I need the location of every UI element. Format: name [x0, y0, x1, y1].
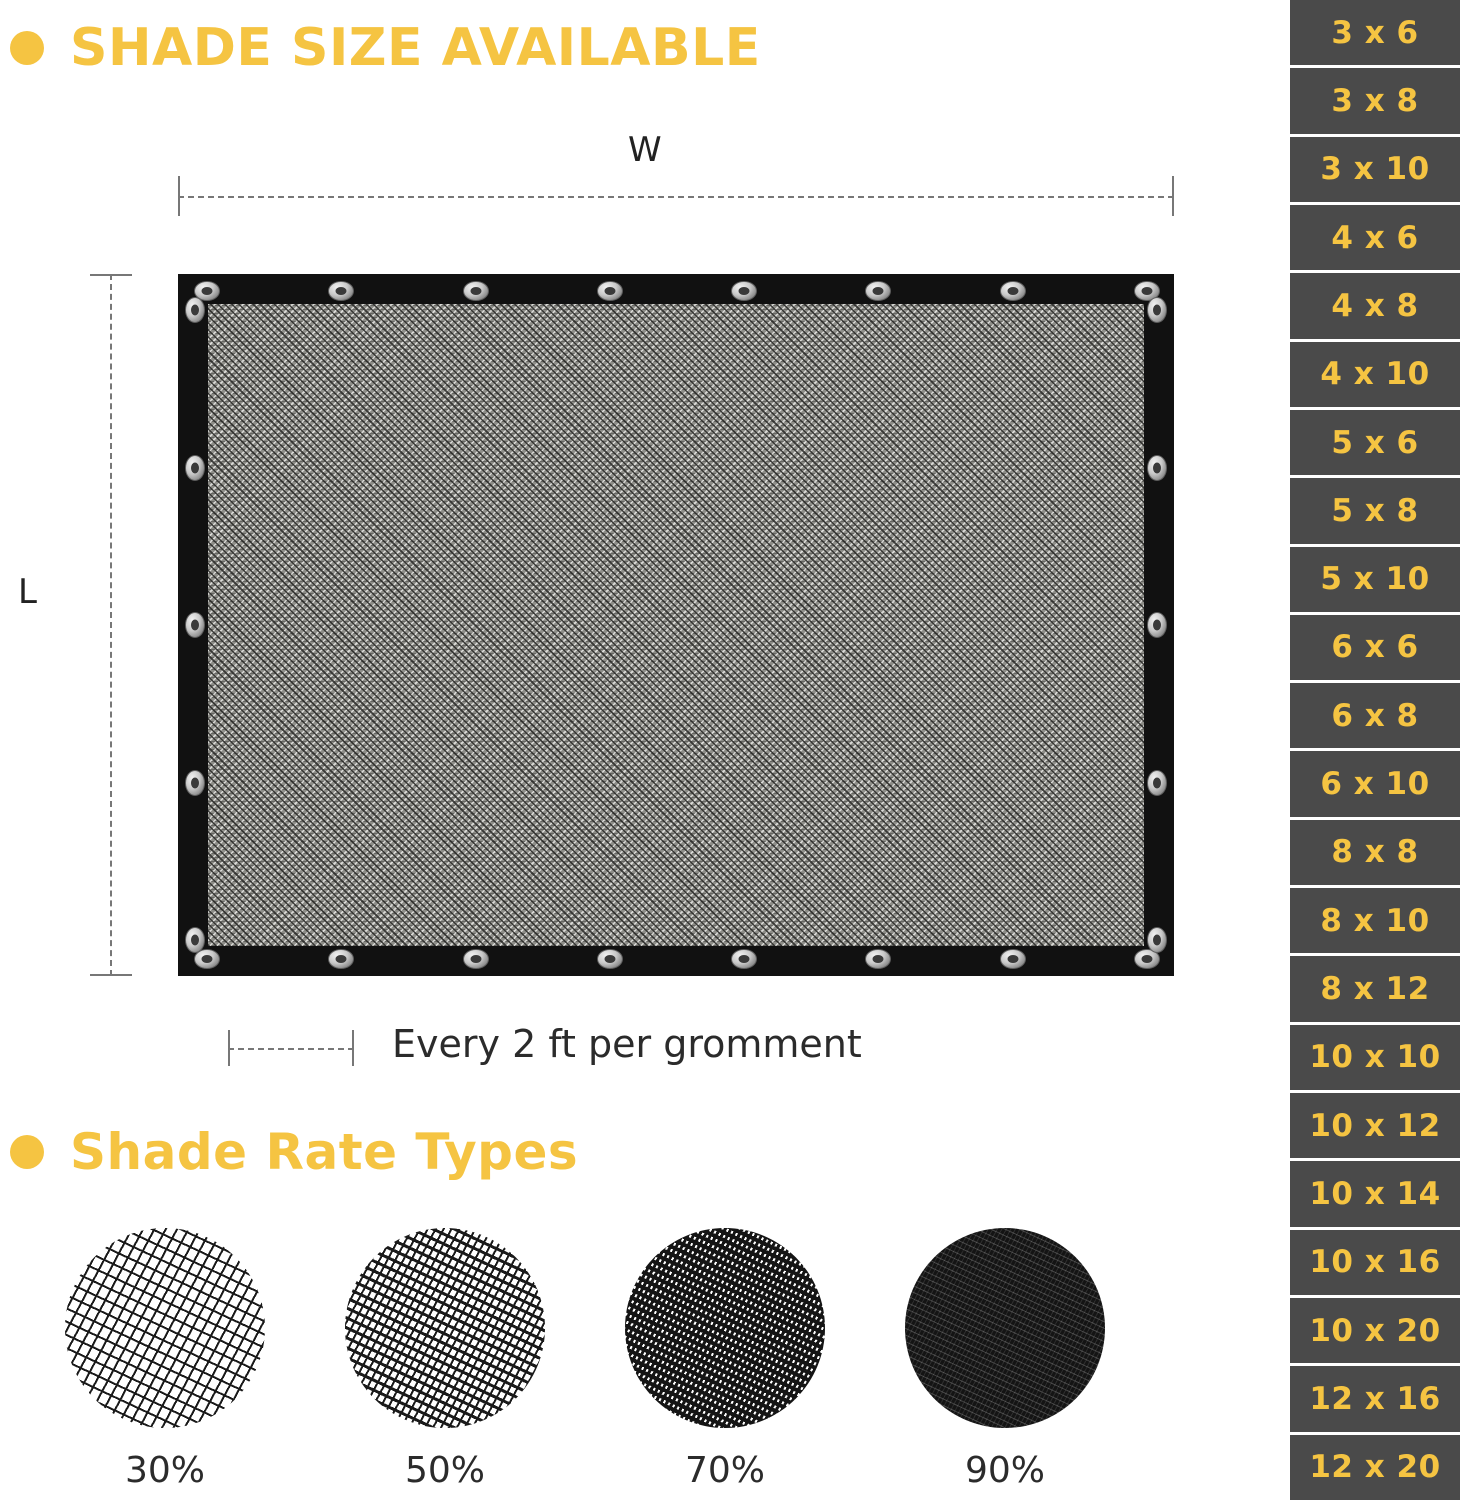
size-chip[interactable]: 3 x 8	[1290, 68, 1460, 133]
grommet-icon	[328, 281, 354, 301]
shade-mesh-fabric	[208, 304, 1144, 946]
length-dimension-cap-bottom	[90, 974, 132, 976]
shade-rate-heading	[10, 1123, 579, 1181]
size-chip[interactable]: 6 x 10	[1290, 751, 1460, 816]
grommet-icon	[463, 949, 489, 969]
grommet-spacing-cap-left	[228, 1030, 230, 1066]
width-dimension-cap-right	[1172, 176, 1174, 216]
size-chip[interactable]: 3 x 10	[1290, 137, 1460, 202]
size-chip[interactable]: 8 x 10	[1290, 888, 1460, 953]
grommet-icon	[328, 949, 354, 969]
size-chip[interactable]: 4 x 10	[1290, 342, 1460, 407]
grommet-icon	[1000, 281, 1026, 301]
shade-rate-swatch-label: 90%	[964, 1450, 1045, 1491]
size-chip[interactable]: 10 x 16	[1290, 1230, 1460, 1295]
size-chip[interactable]: 8 x 12	[1290, 956, 1460, 1021]
shade-rate-heading-text: Shade Rate Types	[70, 1123, 579, 1181]
grommet-icon	[1147, 612, 1167, 638]
size-chip[interactable]: 10 x 14	[1290, 1161, 1460, 1226]
bullet-dot-icon	[10, 31, 44, 65]
grommet-icon	[731, 949, 757, 969]
shade-cloth-illustration	[178, 274, 1174, 976]
size-chip[interactable]: 8 x 8	[1290, 820, 1460, 885]
grommet-icon	[1147, 927, 1167, 953]
shade-rate-swatch-label: 50%	[404, 1450, 485, 1491]
size-chip[interactable]: 5 x 6	[1290, 410, 1460, 475]
shade-rate-swatch-circle	[625, 1228, 825, 1428]
size-chip[interactable]: 10 x 20	[1290, 1298, 1460, 1363]
width-dimension-line	[178, 196, 1174, 199]
shade-rate-swatch-row	[60, 1228, 1140, 1491]
grommet-icon	[185, 455, 205, 481]
shade-rate-swatch-circle	[905, 1228, 1105, 1428]
grommet-icon	[463, 281, 489, 301]
shade-rate-swatch[interactable]	[340, 1228, 550, 1491]
grommet-icon	[865, 281, 891, 301]
shade-rate-swatch-label: 70%	[684, 1450, 765, 1491]
length-dimension-cap-top	[90, 274, 132, 276]
length-label: L	[18, 572, 37, 612]
size-chip[interactable]: 12 x 16	[1290, 1366, 1460, 1431]
size-chip[interactable]: 10 x 10	[1290, 1025, 1460, 1090]
shade-rate-swatch-label: 30%	[124, 1450, 205, 1491]
grommet-icon	[185, 927, 205, 953]
grommet-icon	[1147, 770, 1167, 796]
bullet-dot-icon	[10, 1135, 44, 1169]
shade-rate-swatch[interactable]	[60, 1228, 270, 1491]
grommet-icon	[185, 770, 205, 796]
size-chip[interactable]: 12 x 20	[1290, 1435, 1460, 1500]
grommet-icon	[865, 949, 891, 969]
grommet-icon	[597, 281, 623, 301]
size-chip[interactable]: 4 x 6	[1290, 205, 1460, 270]
size-chip[interactable]: 10 x 12	[1290, 1093, 1460, 1158]
grommet-icon	[1147, 455, 1167, 481]
size-chip[interactable]: 5 x 8	[1290, 478, 1460, 543]
shade-rate-swatch[interactable]	[620, 1228, 830, 1491]
grommet-icon	[597, 949, 623, 969]
size-chip[interactable]: 4 x 8	[1290, 273, 1460, 338]
size-chip[interactable]: 5 x 10	[1290, 547, 1460, 612]
grommet-spacing-note: Every 2 ft per gromment	[392, 1022, 862, 1066]
size-chip[interactable]: 6 x 6	[1290, 615, 1460, 680]
grommet-icon	[1147, 297, 1167, 323]
shade-size-heading	[10, 18, 761, 78]
shade-rate-swatch-circle	[345, 1228, 545, 1428]
grommet-icon	[731, 281, 757, 301]
size-chip[interactable]: 3 x 6	[1290, 0, 1460, 65]
length-dimension-line	[110, 274, 113, 976]
grommet-icon	[185, 297, 205, 323]
grommet-icon	[185, 612, 205, 638]
grommet-icon	[1000, 949, 1026, 969]
size-list	[1290, 0, 1460, 1500]
grommet-spacing-line	[228, 1048, 354, 1051]
size-chip[interactable]: 6 x 8	[1290, 683, 1460, 748]
width-dimension-cap-left	[178, 176, 180, 216]
width-label: W	[628, 130, 662, 170]
grommet-spacing-cap-right	[352, 1030, 354, 1066]
shade-rate-swatch-circle	[65, 1228, 265, 1428]
shade-rate-swatch[interactable]	[900, 1228, 1110, 1491]
shade-size-heading-text: SHADE SIZE AVAILABLE	[70, 18, 761, 78]
